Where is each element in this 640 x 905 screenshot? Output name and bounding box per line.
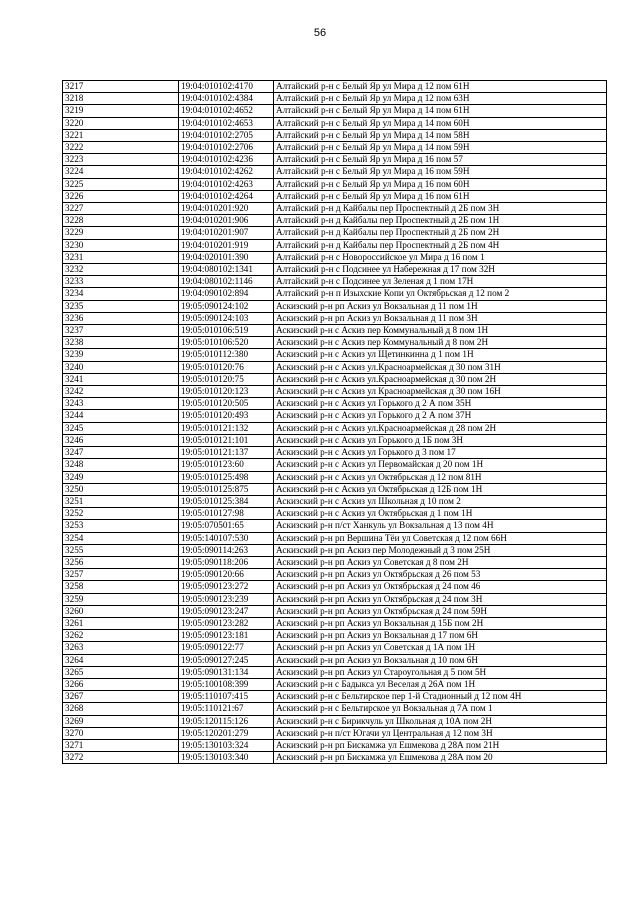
table-row (63, 434, 607, 446)
cadastral-number: 19:05:110121:67 (179, 703, 274, 715)
cadastral-number: 19:05:010120:76 (179, 361, 274, 373)
address: Аскизский р-н рп Аскиз ул Октябрьская д 26 пом 53 (274, 569, 607, 581)
address: Аскизский р-н с Бельтирское ул Вокзальная д 7А пом 1 (274, 703, 607, 715)
cadastral-number: 19:05:010120:123 (179, 386, 274, 398)
address: Аскизский р-н рп Бискамжа ул Ешмекова д 28А пом 20 (274, 752, 607, 764)
table-row (63, 422, 607, 434)
cadastral-number: 19:05:010120:505 (179, 398, 274, 410)
cadastral-number: 19:05:090123:282 (179, 617, 274, 629)
cadastral-number: 19:04:010201:907 (179, 227, 274, 239)
cadastral-number: 19:04:010102:2706 (179, 142, 274, 154)
cadastral-number: 19:05:010106:519 (179, 325, 274, 337)
table-row (63, 117, 607, 129)
table-row (63, 495, 607, 507)
table-row (63, 142, 607, 154)
address: Алтайский р-н с Подсинее ул Набережная д 17 пом 32Н (274, 264, 607, 276)
address: Алтайский р-н д Кайбалы пер Проспектный д 2Б пом 4Н (274, 239, 607, 251)
table-row (63, 593, 607, 605)
table-row (63, 483, 607, 495)
row-number: 3217 (63, 81, 179, 93)
row-number: 3228 (63, 215, 179, 227)
table-row (63, 398, 607, 410)
row-number: 3264 (63, 654, 179, 666)
row-number: 3222 (63, 142, 179, 154)
table-row (63, 532, 607, 544)
table-row (63, 276, 607, 288)
table-row (63, 312, 607, 324)
table-row (63, 630, 607, 642)
row-number: 3221 (63, 129, 179, 141)
table-row (63, 752, 607, 764)
address: Аскизский р-н рп Аскиз ул Вокзальная д 17 пом 6Н (274, 630, 607, 642)
address: Аскизский р-н с Аскиз пер Коммунальный д 8 пом 1Н (274, 325, 607, 337)
row-number: 3226 (63, 190, 179, 202)
table-row (63, 190, 607, 202)
cadastral-number: 19:04:010102:2705 (179, 129, 274, 141)
address: Аскизский р-н рп Аскиз ул Октябрьская д 24 пом 46 (274, 581, 607, 593)
cadastral-number: 19:04:010102:4263 (179, 178, 274, 190)
cadastral-number: 19:05:010120:75 (179, 373, 274, 385)
table-row (63, 386, 607, 398)
cadastral-number: 19:05:010123:60 (179, 459, 274, 471)
row-number: 3267 (63, 691, 179, 703)
cadastral-number: 19:04:010102:4170 (179, 81, 274, 93)
cadastral-number: 19:05:090124:103 (179, 312, 274, 324)
table-row (63, 556, 607, 568)
table-row (63, 617, 607, 629)
address: Аскизский р-н рп Аскиз ул Староугольная д 5 пом 5Н (274, 666, 607, 678)
address: Алтайский р-н д Кайбалы пер Проспектный д 2Б пом 1Н (274, 215, 607, 227)
table-row (63, 264, 607, 276)
address: Аскизский р-н с Бадыкса ул Веселая д 26А пом 1Н (274, 678, 607, 690)
cadastral-number: 19:05:110107:415 (179, 691, 274, 703)
table-row (63, 288, 607, 300)
row-number: 3227 (63, 203, 179, 215)
row-number: 3242 (63, 386, 179, 398)
address: Алтайский р-н с Белый Яр ул Мира д 16 пом 57 (274, 154, 607, 166)
address: Аскизский р-н с Аскиз ул Щетинкинна д 1 пом 1Н (274, 349, 607, 361)
cadastral-number: 19:05:010125:384 (179, 495, 274, 507)
table-row (63, 227, 607, 239)
cadastral-number: 19:04:020101:390 (179, 251, 274, 263)
row-number: 3233 (63, 276, 179, 288)
cadastral-number: 19:05:010121:137 (179, 447, 274, 459)
cadastral-number: 19:04:010102:4652 (179, 105, 274, 117)
row-number: 3224 (63, 166, 179, 178)
table-row (63, 178, 607, 190)
row-number: 3218 (63, 93, 179, 105)
table-row (63, 251, 607, 263)
row-number: 3234 (63, 288, 179, 300)
row-number: 3265 (63, 666, 179, 678)
address: Аскизский р-н рп Аскиз ул Вокзальная д 11 пом 1Н (274, 300, 607, 312)
row-number: 3249 (63, 471, 179, 483)
address: Аскизский р-н рп Аскиз ул Вокзальная д 11 пом 3Н (274, 312, 607, 324)
cadastral-number: 19:04:010201:919 (179, 239, 274, 251)
cadastral-number: 19:04:080102:1146 (179, 276, 274, 288)
registry-table-body (63, 81, 607, 764)
table-row (63, 203, 607, 215)
row-number: 3258 (63, 581, 179, 593)
table-row (63, 154, 607, 166)
table-row (63, 642, 607, 654)
address: Аскизский р-н с Бирикчуль ул Школьная д 10А пом 2Н (274, 715, 607, 727)
cadastral-number: 19:05:130103:340 (179, 752, 274, 764)
address: Алтайский р-н с Белый Яр ул Мира д 14 пом 61Н (274, 105, 607, 117)
row-number: 3250 (63, 483, 179, 495)
address: Алтайский р-н с Белый Яр ул Мира д 16 пом 61Н (274, 190, 607, 202)
table-row (63, 581, 607, 593)
address: Аскизский р-н с Аскиз ул.Красноармейская д 28 пом 2Н (274, 422, 607, 434)
row-number: 3252 (63, 508, 179, 520)
cadastral-number: 19:05:090120:66 (179, 569, 274, 581)
row-number: 3270 (63, 727, 179, 739)
page-number: 56 (313, 27, 327, 39)
cadastral-number: 19:05:090122:77 (179, 642, 274, 654)
row-number: 3237 (63, 325, 179, 337)
address: Аскизский р-н с Аскиз ул Школьная д 10 пом 2 (274, 495, 607, 507)
address: Алтайский р-н с Белый Яр ул Мира д 14 пом 58Н (274, 129, 607, 141)
address: Аскизский р-н п/ст Ханкуль ул Вокзальная д 13 пом 4Н (274, 520, 607, 532)
address: Аскизский р-н рп Аскиз ул Октябрьская д 24 пом 59Н (274, 605, 607, 617)
table-row (63, 544, 607, 556)
cadastral-number: 19:05:120115:126 (179, 715, 274, 727)
table-row (63, 654, 607, 666)
address: Аскизский р-н с Аскиз ул.Красноармейская д 30 пом 2Н (274, 373, 607, 385)
address: Алтайский р-н с Белый Яр ул Мира д 14 пом 59Н (274, 142, 607, 154)
table-row (63, 410, 607, 422)
row-number: 3241 (63, 373, 179, 385)
table-row (63, 105, 607, 117)
table-row (63, 361, 607, 373)
table-row (63, 678, 607, 690)
cadastral-number: 19:05:010125:498 (179, 471, 274, 483)
table-row (63, 666, 607, 678)
table-row (63, 691, 607, 703)
address: Алтайский р-н с Белый Яр ул Мира д 12 пом 61Н (274, 81, 607, 93)
address: Аскизский р-н с Аскиз ул Октябрьская д 12 пом 81Н (274, 471, 607, 483)
address: Аскизский р-н с Аскиз ул.Красноармейская д 30 пом 31Н (274, 361, 607, 373)
cadastral-number: 19:05:100108:399 (179, 678, 274, 690)
table-row (63, 569, 607, 581)
row-number: 3243 (63, 398, 179, 410)
cadastral-number: 19:05:090127:245 (179, 654, 274, 666)
cadastral-number: 19:04:080102:1341 (179, 264, 274, 276)
table-row (63, 727, 607, 739)
cadastral-number: 19:05:090123:181 (179, 630, 274, 642)
table-row (63, 703, 607, 715)
row-number: 3260 (63, 605, 179, 617)
row-number: 3236 (63, 312, 179, 324)
cadastral-number: 19:04:090102:894 (179, 288, 274, 300)
address: Аскизский р-н рп Аскиз ул Вокзальная д 10 пом 6Н (274, 654, 607, 666)
row-number: 3220 (63, 117, 179, 129)
row-number: 3255 (63, 544, 179, 556)
cadastral-number: 19:04:010102:4653 (179, 117, 274, 129)
row-number: 3229 (63, 227, 179, 239)
address: Аскизский р-н п/ст Югачи ул Центральная д 12 пом 3Н (274, 727, 607, 739)
row-number: 3268 (63, 703, 179, 715)
address: Аскизский р-н с Аскиз пер Коммунальный д 8 пом 2Н (274, 337, 607, 349)
row-number: 3248 (63, 459, 179, 471)
row-number: 3256 (63, 556, 179, 568)
address: Алтайский р-н с Белый Яр ул Мира д 16 пом 60Н (274, 178, 607, 190)
row-number: 3272 (63, 752, 179, 764)
address: Алтайский р-н с Белый Яр ул Мира д 14 пом 60Н (274, 117, 607, 129)
table-row (63, 129, 607, 141)
table-row (63, 215, 607, 227)
cadastral-number: 19:05:070501:65 (179, 520, 274, 532)
row-number: 3251 (63, 495, 179, 507)
cadastral-number: 19:05:090124:102 (179, 300, 274, 312)
row-number: 3232 (63, 264, 179, 276)
address: Аскизский р-н с Аскиз ул Октябрьская д 12Б пом 1Н (274, 483, 607, 495)
registry-table (62, 80, 607, 764)
table-row (63, 520, 607, 532)
row-number: 3235 (63, 300, 179, 312)
row-number: 3254 (63, 532, 179, 544)
address: Аскизский р-н рп Аскиз пер Молодежный д 3 пом 25Н (274, 544, 607, 556)
row-number: 3247 (63, 447, 179, 459)
cadastral-number: 19:04:010201:906 (179, 215, 274, 227)
table-row (63, 739, 607, 751)
table-row (63, 447, 607, 459)
table-row (63, 81, 607, 93)
row-number: 3240 (63, 361, 179, 373)
cadastral-number: 19:04:010102:4236 (179, 154, 274, 166)
cadastral-number: 19:05:010112:380 (179, 349, 274, 361)
table-row (63, 349, 607, 361)
address: Алтайский р-н с Белый Яр ул Мира д 16 пом 59Н (274, 166, 607, 178)
cadastral-number: 19:05:090131:134 (179, 666, 274, 678)
cadastral-number: 19:05:010127:98 (179, 508, 274, 520)
address: Аскизский р-н с Аскиз ул Горького д 2 А пом 37Н (274, 410, 607, 422)
cadastral-number: 19:05:140107:530 (179, 532, 274, 544)
cadastral-number: 19:05:010121:101 (179, 434, 274, 446)
address: Алтайский р-н п Изыхские Копи ул Октябрьская д 12 пом 2 (274, 288, 607, 300)
row-number: 3262 (63, 630, 179, 642)
table-row (63, 373, 607, 385)
table-row (63, 337, 607, 349)
row-number: 3259 (63, 593, 179, 605)
address: Аскизский р-н рп Аскиз ул Советская д 1А пом 1Н (274, 642, 607, 654)
address: Алтайский р-н с Белый Яр ул Мира д 12 пом 63Н (274, 93, 607, 105)
address: Аскизский р-н с Бельтирское пер 1-й Стадионный д 12 пом 4Н (274, 691, 607, 703)
row-number: 3244 (63, 410, 179, 422)
cadastral-number: 19:05:010125:875 (179, 483, 274, 495)
table-row (63, 93, 607, 105)
row-number: 3261 (63, 617, 179, 629)
cadastral-number: 19:04:010102:4262 (179, 166, 274, 178)
row-number: 3266 (63, 678, 179, 690)
table-row (63, 239, 607, 251)
row-number: 3223 (63, 154, 179, 166)
row-number: 3219 (63, 105, 179, 117)
cadastral-number: 19:05:010120:493 (179, 410, 274, 422)
table-row (63, 459, 607, 471)
table-row (63, 325, 607, 337)
address: Аскизский р-н с Аскиз ул Горького д 1Б пом 3Н (274, 434, 607, 446)
cadastral-number: 19:05:090123:247 (179, 605, 274, 617)
cadastral-number: 19:05:010121:132 (179, 422, 274, 434)
address: Аскизский р-н с Аскиз ул Горького д 2 А пом 35Н (274, 398, 607, 410)
row-number: 3263 (63, 642, 179, 654)
cadastral-number: 19:04:010102:4384 (179, 93, 274, 105)
cadastral-number: 19:04:010102:4264 (179, 190, 274, 202)
cadastral-number: 19:05:090114:263 (179, 544, 274, 556)
cadastral-number: 19:04:010201:920 (179, 203, 274, 215)
table-row (63, 605, 607, 617)
row-number: 3238 (63, 337, 179, 349)
row-number: 3269 (63, 715, 179, 727)
table-row (63, 471, 607, 483)
row-number: 3271 (63, 739, 179, 751)
row-number: 3246 (63, 434, 179, 446)
address: Аскизский р-н с Аскиз ул Первомайская д 20 пом 1Н (274, 459, 607, 471)
address: Аскизский р-н с Аскиз ул Красноармейская д 30 пом 16Н (274, 386, 607, 398)
row-number: 3253 (63, 520, 179, 532)
address: Алтайский р-н с Новороссийское ул Мира д 16 пом 1 (274, 251, 607, 263)
table-row (63, 715, 607, 727)
row-number: 3257 (63, 569, 179, 581)
address: Алтайский р-н д Кайбалы пер Проспектный д 2Б пом 3Н (274, 203, 607, 215)
address: Аскизский р-н с Аскиз ул Горького д 3 пом 17 (274, 447, 607, 459)
cadastral-number: 19:05:090123:272 (179, 581, 274, 593)
table-row (63, 166, 607, 178)
address: Аскизский р-н рп Аскиз ул Вокзальная д 15Б пом 2Н (274, 617, 607, 629)
cadastral-number: 19:05:090123:239 (179, 593, 274, 605)
row-number: 3245 (63, 422, 179, 434)
row-number: 3239 (63, 349, 179, 361)
cadastral-number: 19:05:090118:206 (179, 556, 274, 568)
table-row (63, 508, 607, 520)
row-number: 3230 (63, 239, 179, 251)
row-number: 3231 (63, 251, 179, 263)
address: Аскизский р-н рп Бискамжа ул Ешмекова д 28А пом 21Н (274, 739, 607, 751)
address: Аскизский р-н рп Вершина Тёи ул Советская д 12 пом 66Н (274, 532, 607, 544)
address: Алтайский р-н с Подсинее ул Зеленая д 1 пом 17Н (274, 276, 607, 288)
address: Аскизский р-н рп Аскиз ул Октябрьская д 24 пом 3Н (274, 593, 607, 605)
cadastral-number: 19:05:130103:324 (179, 739, 274, 751)
table-row (63, 300, 607, 312)
address: Алтайский р-н д Кайбалы пер Проспектный д 2Б пом 2Н (274, 227, 607, 239)
cadastral-number: 19:05:010106:520 (179, 337, 274, 349)
row-number: 3225 (63, 178, 179, 190)
cadastral-number: 19:05:120201:279 (179, 727, 274, 739)
address: Аскизский р-н рп Аскиз ул Советская д 8 пом 2Н (274, 556, 607, 568)
address: Аскизский р-н с Аскиз ул Октябрьская д 1 пом 1Н (274, 508, 607, 520)
